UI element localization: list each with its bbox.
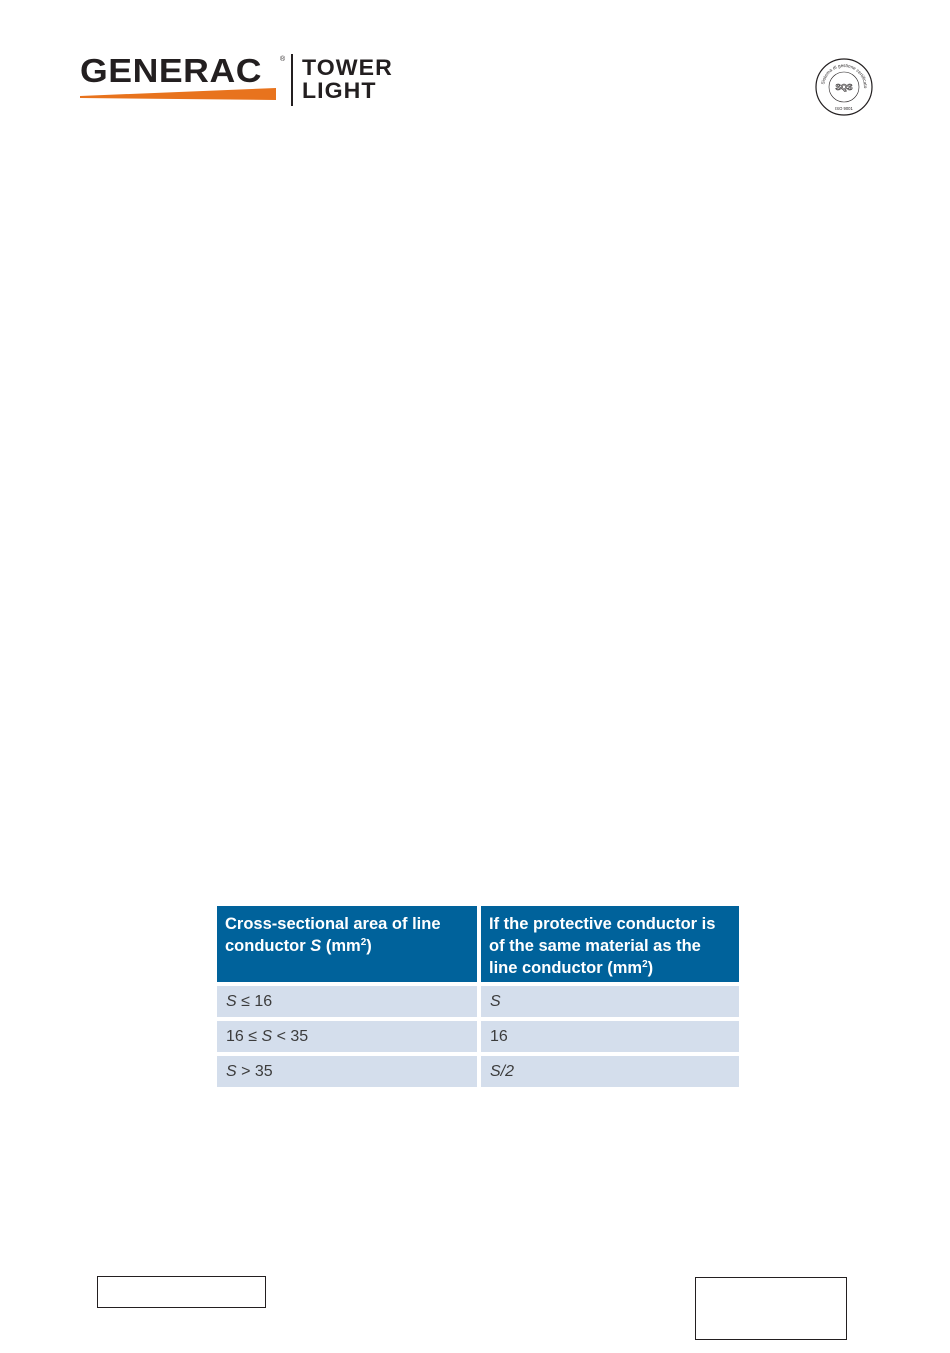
product-name bbox=[302, 57, 393, 103]
table-cell-area: S ≤ 16 bbox=[217, 986, 477, 1017]
seal-center-text: SQS bbox=[835, 83, 853, 92]
product-line-2: LIGHT bbox=[302, 78, 377, 103]
table-cell-area: 16 ≤ S < 35 bbox=[217, 1021, 477, 1052]
protective-conductor-table bbox=[215, 902, 739, 1091]
logo-divider bbox=[291, 54, 293, 106]
header-cross-sectional-area: Cross-sectional area of line conductor S $(mm^2)$ bbox=[217, 906, 477, 982]
table-row bbox=[217, 1021, 739, 1052]
table-row bbox=[217, 1056, 739, 1087]
table-row bbox=[217, 986, 739, 1017]
footer-page-box bbox=[695, 1277, 847, 1340]
table-cell-protective: S/2 bbox=[481, 1056, 739, 1087]
table-cell-protective: 16 bbox=[481, 1021, 739, 1052]
table-header-row bbox=[217, 906, 739, 982]
product-line-1: TOWER bbox=[302, 55, 393, 80]
generac-tower-light-logo bbox=[80, 50, 440, 110]
conductor-size-table bbox=[213, 902, 743, 1091]
seal-ring-text: Sistema di gestione certificato bbox=[820, 62, 869, 89]
footer-reference-box bbox=[97, 1276, 266, 1308]
iso-certification-seal-icon bbox=[814, 57, 874, 117]
registered-mark: ® bbox=[280, 56, 286, 63]
seal-bottom-text: ISO 9001 bbox=[835, 106, 853, 111]
header-protective-conductor: If the protective conductor is of the same material as the line conductor $(mm^2)$ bbox=[481, 906, 739, 982]
table-cell-protective: S bbox=[481, 986, 739, 1017]
brand-swoosh-icon bbox=[80, 87, 280, 103]
table-cell-area: S > 35 bbox=[217, 1056, 477, 1087]
brand-name: GENERAC bbox=[80, 52, 263, 89]
